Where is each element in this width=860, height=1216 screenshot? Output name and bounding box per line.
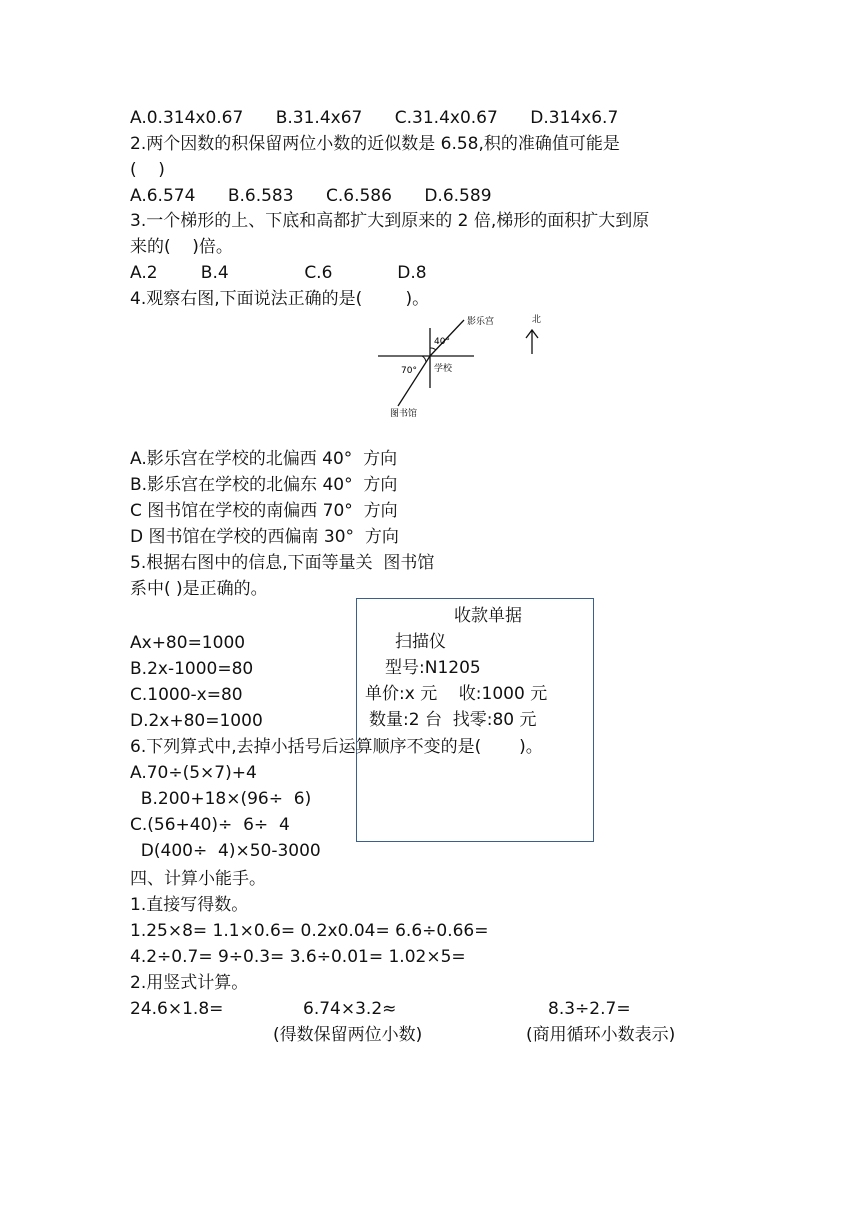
q5-option-b: B.2x-1000=80 [130,659,254,679]
q6-option-d: D(400÷ 4)×50-3000 [130,841,321,861]
label-library: 图书馆 [390,409,418,419]
q3-options: A.2 B.4 C.6 D.8 [130,263,427,283]
q5-stem-line2: 系中( )是正确的。 [130,579,268,599]
angle-40-label: 40° [434,337,450,347]
north-arrow-icon [526,330,538,354]
receipt-model: 型号:N1205 [385,658,481,678]
q2-stem: 2.两个因数的积保留两位小数的近似数是 6.58,积的准确值可能是 [130,134,620,154]
receipt-price: 单价:x 元 收:1000 元 [365,684,548,704]
q3-stem-line1: 3.一个梯形的上、下底和高都扩大到原来的 2 倍,梯形的面积扩大到原 [130,211,650,231]
receipt-box [356,598,594,842]
q4-stem: 4.观察右图,下面说法正确的是( )。 [130,289,430,309]
calc-2: 6.74×3.2≈ [303,999,397,1019]
part1-title: 1.直接写得数。 [130,895,249,915]
q5-option-c: C.1000-x=80 [130,685,243,705]
q4-option-d: D 图书馆在学校的西偏南 30° 方向 [130,527,399,547]
part1-line2: 4.2÷0.7= 9÷0.3= 3.6÷0.01= 1.02×5= [130,947,466,967]
calc-1: 24.6×1.8= [130,999,224,1019]
q2-paren: ( ) [130,160,165,180]
q4-option-c: C 图书馆在学校的南偏西 70° 方向 [130,501,398,521]
q6-option-a: A.70÷(5×7)+4 [130,763,257,783]
q6-option-b: B.200+18×(96÷ 6) [130,789,312,809]
receipt-quantity: 数量:2 台 找零:80 元 [369,710,537,730]
calc-2-note: (得数保留两位小数) [273,1025,423,1045]
calc-3: 8.3÷2.7= [548,999,631,1019]
q5-stem-line1: 5.根据右图中的信息,下面等量关 图书馆 [130,553,435,573]
section4-title: 四、计算小能手。 [130,869,266,889]
part2-title: 2.用竖式计算。 [130,973,249,993]
q3-stem-line2: 来的( )倍。 [130,237,233,257]
q5-option-d: D.2x+80=1000 [130,711,263,731]
q1-options: A.0.314x0.67 B.31.4x67 C.31.4x0.67 D.314x6.7 [130,108,619,128]
label-palace: 影乐宫 [467,317,495,327]
angle-70-label: 70° [401,366,417,376]
label-school: 学校 [434,364,453,374]
q6-stem: 6.下列算式中,去掉小括号后运算顺序不变的是( )。 [130,737,543,757]
q5-option-a: Ax+80=1000 [130,633,246,653]
direction-diagram [370,310,550,422]
q4-option-a: A.影乐宫在学校的北偏西 40° 方向 [130,449,398,469]
receipt-item: 扫描仪 [395,632,446,652]
receipt-title: 收款单据 [454,606,522,626]
part1-line1: 1.25×8= 1.1×0.6= 0.2x0.04= 6.6÷0.66= [130,921,489,941]
calc-3-note: (商用循环小数表示) [526,1025,676,1045]
q6-option-c: C.(56+40)÷ 6÷ 4 [130,815,290,835]
q2-options: A.6.574 B.6.583 C.6.586 D.6.589 [130,186,492,206]
north-label: 北 [532,315,542,325]
q4-option-b: B.影乐宫在学校的北偏东 40° 方向 [130,475,398,495]
